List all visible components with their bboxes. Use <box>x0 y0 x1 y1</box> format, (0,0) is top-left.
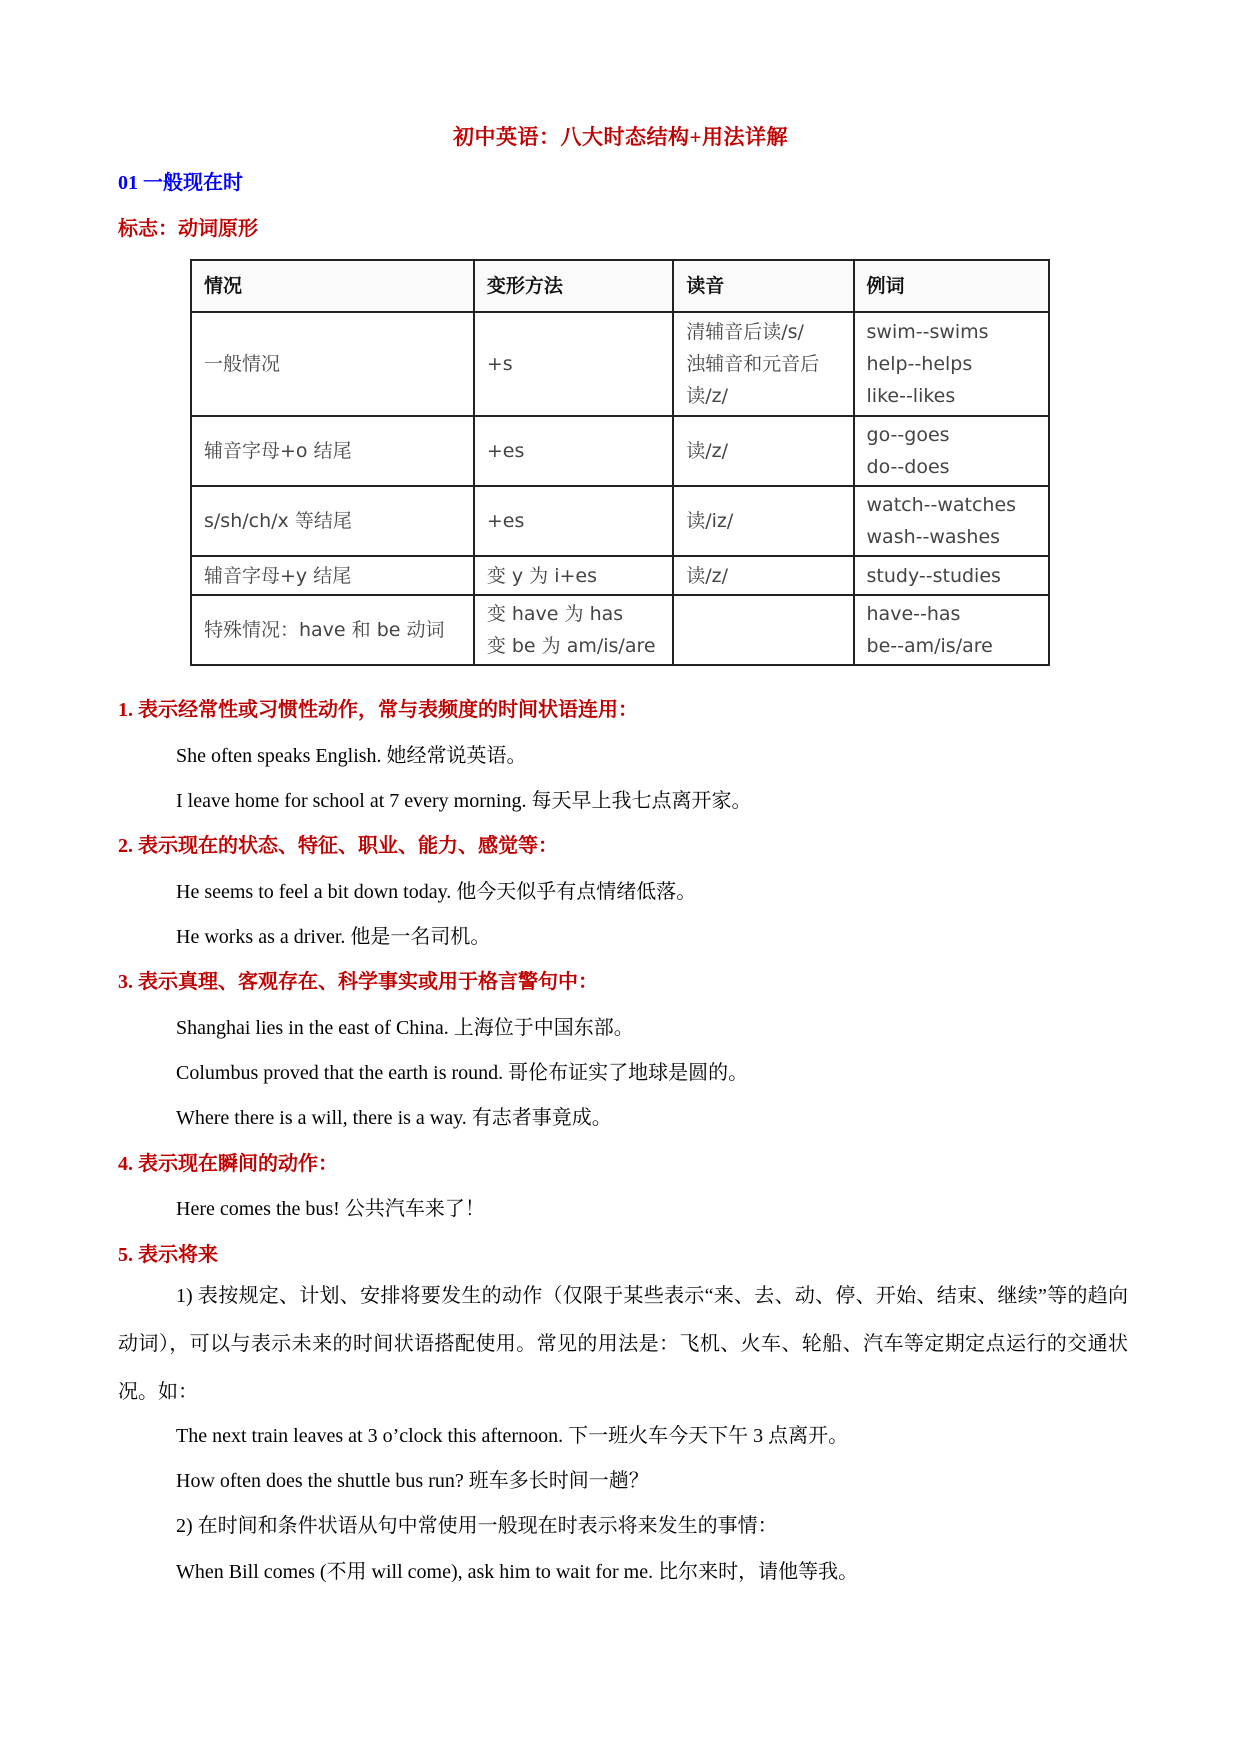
document-title: 初中英语：八大时态结构+用法详解 <box>453 125 788 149</box>
sub-rule: 2) 在时间和条件状语从句中常使用一般现在时表示将来发生的事情： <box>176 1515 778 1537</box>
cell-line: go--goes <box>866 424 950 446</box>
cell-case <box>191 416 474 486</box>
cell-case <box>191 595 474 665</box>
example-sentence: I leave home for school at 7 every morning. 每天早上我七点离开家。 <box>176 790 752 812</box>
cell-case <box>191 312 474 416</box>
example-sentence: She often speaks English. 她经常说英语。 <box>176 745 527 767</box>
cell-pronunciation <box>673 595 853 665</box>
section-title: 01 一般现在时 <box>118 172 243 194</box>
cell-line: help--helps <box>866 353 973 375</box>
cell-pronunciation <box>673 312 853 416</box>
usage-heading: 3. 表示真理、客观存在、科学事实或用于格言警句中： <box>118 971 598 993</box>
cell-line: swim--swims <box>866 321 989 343</box>
cell-pronunciation <box>673 416 853 486</box>
table-row <box>191 556 1049 595</box>
cell-line: +es <box>486 510 525 532</box>
cell-line: 浊辅音和元音后 <box>686 353 820 375</box>
example-sentence: He seems to feel a bit down today. 他今天似乎有点情绪低落。 <box>176 881 697 903</box>
header-examples: 例词 <box>854 260 1049 312</box>
cell-line: like--likes <box>866 385 956 407</box>
table-row <box>191 312 1049 416</box>
example-sentence: The next train leaves at 3 o’clock this afternoon. 下一班火车今天下午 3 点离开。 <box>176 1425 849 1447</box>
usage-heading: 1. 表示经常性或习惯性动作，常与表频度的时间状语连用： <box>118 699 638 721</box>
example-sentence: Columbus proved that the earth is round. 哥伦布证实了地球是圆的。 <box>176 1062 749 1084</box>
cell-line: wash--washes <box>866 526 1001 548</box>
cell-examples <box>854 595 1049 665</box>
cell-case <box>191 556 474 595</box>
cell-line: be--am/is/are <box>866 635 993 657</box>
cell-pronunciation <box>673 556 853 595</box>
cell-line: s/sh/ch/x 等结尾 <box>204 510 352 532</box>
header-method: 变形方法 <box>474 260 673 312</box>
cell-method <box>474 416 673 486</box>
cell-line: +es <box>486 440 525 462</box>
cell-line: 变 be 为 am/is/are <box>486 635 656 657</box>
cell-line: 清辅音后读/s/ <box>686 321 804 343</box>
example-sentence: He works as a driver. 他是一名司机。 <box>176 926 491 948</box>
cell-line: have--has <box>866 603 961 625</box>
cell-method <box>474 556 673 595</box>
cell-line: 读/iz/ <box>686 510 734 532</box>
conjugation-table <box>190 259 1050 666</box>
table-row <box>191 416 1049 486</box>
cell-line: watch--watches <box>866 494 1017 516</box>
cell-line: do--does <box>866 456 950 478</box>
cell-examples <box>854 556 1049 595</box>
example-sentence: Here comes the bus! 公共汽车来了！ <box>176 1198 485 1220</box>
example-sentence: When Bill comes (不用 will come), ask him to wait for me. 比尔来时，请他等我。 <box>176 1561 859 1583</box>
header-pronunciation: 读音 <box>673 260 853 312</box>
cell-line: 特殊情况：have 和 be 动词 <box>204 619 445 641</box>
cell-method <box>474 486 673 556</box>
cell-pronunciation <box>673 486 853 556</box>
cell-examples <box>854 416 1049 486</box>
usage-heading: 4. 表示现在瞬间的动作： <box>118 1153 338 1175</box>
usage-heading: 5. 表示将来 <box>118 1244 218 1266</box>
cell-examples <box>854 486 1049 556</box>
cell-examples <box>854 312 1049 416</box>
table-header-row <box>191 260 1049 312</box>
header-case: 情况 <box>191 260 474 312</box>
example-sentence: Where there is a will, there is a way. 有志者事竟成。 <box>176 1107 612 1129</box>
example-sentence: Shanghai lies in the east of China. 上海位于中国东部。 <box>176 1017 634 1039</box>
cell-line: 变 y 为 i+es <box>486 564 597 587</box>
cell-case <box>191 486 474 556</box>
cell-line: study--studies <box>866 564 1001 587</box>
cell-line: 读/z/ <box>686 564 729 587</box>
cell-line: 变 have 为 has <box>486 603 624 625</box>
usage-paragraph: 1) 表按规定、计划、安排将要发生的动作（仅限于某些表示“来、去、动、停、开始、结束、继续”等的趋向动词），可以与表示未来的时间状语搭配使用。常见的用法是：飞机、火车、轮船、汽车等定期定点运行的交通状况。如： <box>118 1285 1128 1403</box>
cell-line: 辅音字母+o 结尾 <box>204 440 352 462</box>
cell-method <box>474 312 673 416</box>
table-row <box>191 595 1049 665</box>
cell-method <box>474 595 673 665</box>
cell-line: 辅音字母+y 结尾 <box>204 564 352 587</box>
cell-line: 读/z/ <box>686 385 729 407</box>
cell-line: 读/z/ <box>686 440 729 462</box>
usage-heading: 2. 表示现在的状态、特征、职业、能力、感觉等： <box>118 835 558 857</box>
cell-line: +s <box>486 353 513 375</box>
table-row <box>191 486 1049 556</box>
section-marker: 标志：动词原形 <box>118 218 258 240</box>
example-sentence: How often does the shuttle bus run? 班车多长时间一趟？ <box>176 1470 649 1492</box>
cell-line: 一般情况 <box>204 353 281 375</box>
